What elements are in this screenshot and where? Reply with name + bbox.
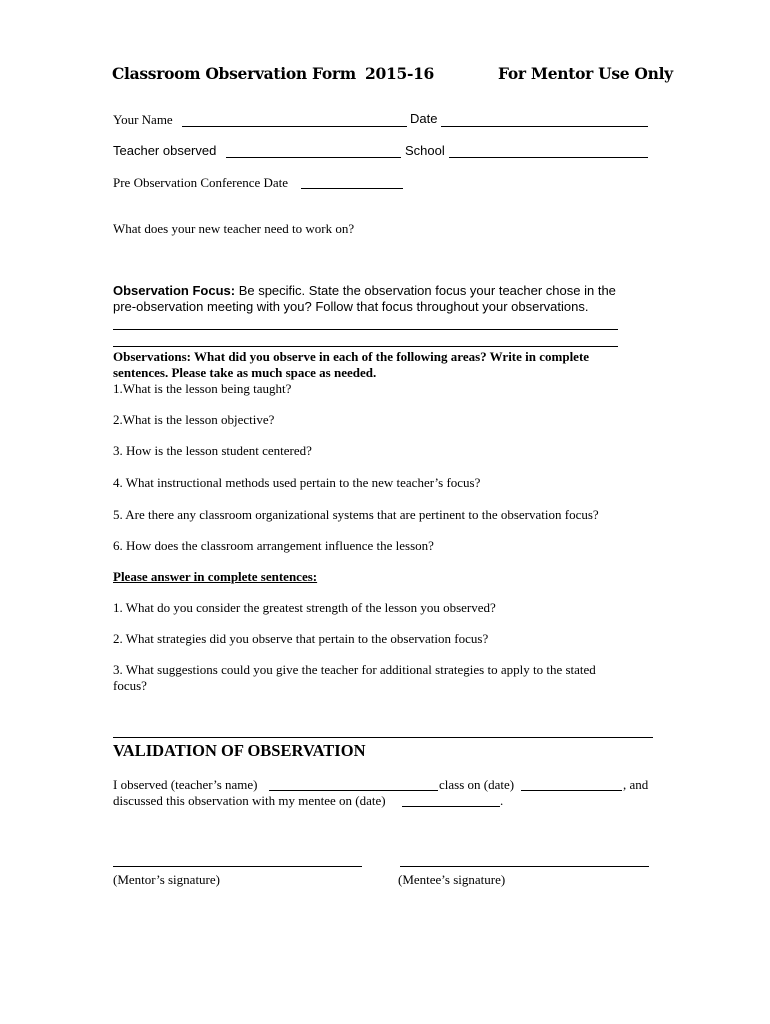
validation-line2-a: discussed this observation with my mentee on (date) <box>113 793 386 808</box>
form-year: 2015-16 <box>365 64 435 83</box>
complete-sentence-item: 3. What suggestions could you give the teacher for additional strategies to apply to the stated <box>113 662 596 677</box>
observations-heading-line2: sentences. Please take as much space as needed. <box>113 365 377 380</box>
form-title: Classroom Observation Form <box>112 64 356 83</box>
date-label: Date <box>410 111 438 126</box>
teacher-observed-label: Teacher observed <box>113 143 217 158</box>
class-date-field[interactable] <box>521 790 622 791</box>
observation-focus-label: Observation Focus: <box>113 283 236 298</box>
focus-answer-line-2[interactable] <box>113 346 618 347</box>
validation-line1-a: I observed (teacher’s name) <box>113 777 258 792</box>
observations-heading-line1: Observations: What did you observe in each of the following areas? Write in complete <box>113 349 590 364</box>
section-divider <box>113 737 653 738</box>
validation-line1-c: , and <box>623 777 649 792</box>
observation-item: 5. Are there any classroom organizational systems that are pertinent to the observation focus? <box>113 507 599 522</box>
validation-line1-b: class on (date) <box>439 777 515 792</box>
discussion-date-field[interactable] <box>402 806 500 807</box>
observation-item: 1.What is the lesson being taught? <box>113 381 292 396</box>
observation-item: 2.What is the lesson objective? <box>113 412 275 427</box>
observation-focus-text1: Be specific. State the observation focus your teacher chose in the <box>235 283 616 298</box>
mentor-only-label: For Mentor Use Only <box>498 64 673 83</box>
observation-item: 3. How is the lesson student centered? <box>113 443 312 458</box>
your-name-field[interactable] <box>182 126 407 127</box>
observation-item: 6. How does the classroom arrangement influence the lesson? <box>113 538 434 553</box>
mentee-signature-label: (Mentee’s signature) <box>398 872 506 887</box>
validation-heading: VALIDATION OF OBSERVATION <box>113 741 366 760</box>
observation-item: 4. What instructional methods used pertain to the new teacher’s focus? <box>113 475 481 490</box>
teacher-name-field[interactable] <box>269 790 438 791</box>
complete-sentences-heading: Please answer in complete sentences: <box>113 569 318 584</box>
complete-sentence-item: 2. What strategies did you observe that pertain to the observation focus? <box>113 631 489 646</box>
mentee-signature-field[interactable] <box>400 866 649 867</box>
complete-sentence-item: 1. What do you consider the greatest strength of the lesson you observed? <box>113 600 496 615</box>
date-field[interactable] <box>441 126 648 127</box>
teacher-observed-field[interactable] <box>226 157 401 158</box>
focus-answer-line-1[interactable] <box>113 329 618 330</box>
school-label: School <box>405 143 445 158</box>
school-field[interactable] <box>449 157 648 158</box>
validation-line2-b: . <box>500 793 504 808</box>
pre-conference-date-field[interactable] <box>301 188 403 189</box>
complete-sentence-item: focus? <box>113 678 147 693</box>
work-on-question: What does your new teacher need to work on? <box>113 221 355 236</box>
observation-focus-line1 <box>113 283 616 298</box>
pre-conference-date-label: Pre Observation Conference Date <box>113 175 289 190</box>
observation-focus-line2: pre-observation meeting with you? Follow that focus throughout your observations. <box>113 299 589 314</box>
mentor-signature-label: (Mentor’s signature) <box>113 872 220 887</box>
your-name-label: Your Name <box>113 112 173 127</box>
mentor-signature-field[interactable] <box>113 866 362 867</box>
